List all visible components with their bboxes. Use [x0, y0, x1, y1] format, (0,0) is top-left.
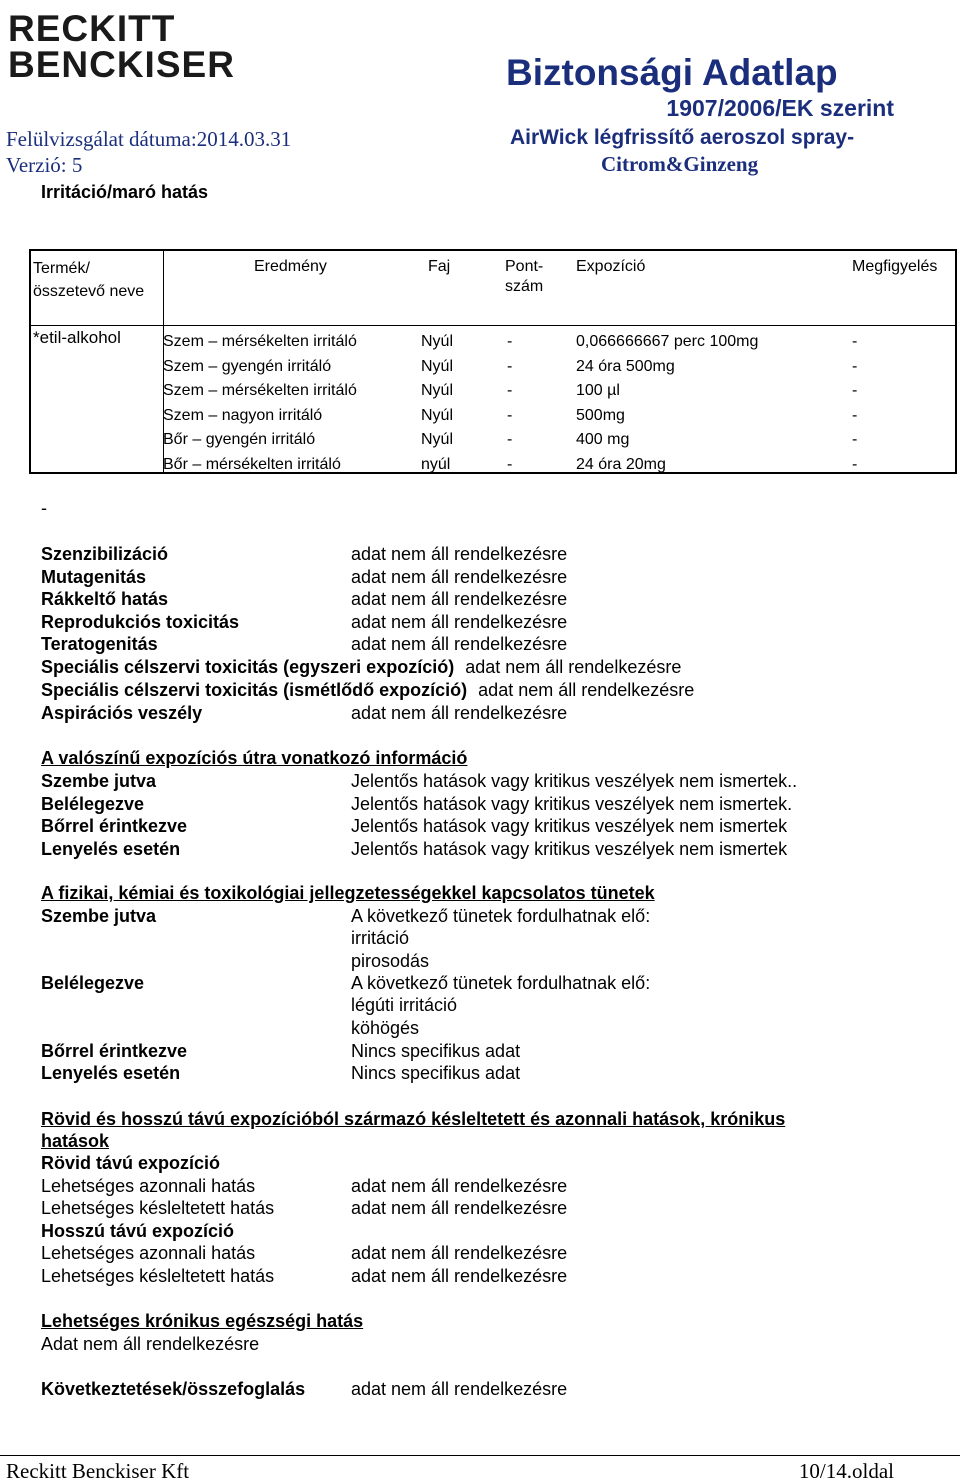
- toxicity-value: adat nem áll rendelkezésre: [351, 566, 568, 587]
- table-cell-score: -: [507, 382, 513, 399]
- table-cell-score: -: [507, 455, 513, 473]
- col-header-observation: Megfigyelés: [852, 258, 938, 275]
- short-delayed-value: adat nem áll rendelkezésre: [351, 1198, 568, 1218]
- route-value: Jelentős hatások vagy kritikus veszélyek nem ismertek.: [351, 793, 793, 814]
- footer-divider: [0, 1455, 960, 1456]
- logo-text-line1: RECKITT: [8, 8, 176, 49]
- table-cell-observation: -: [852, 431, 858, 448]
- document-title: Biztonsági Adatlap: [506, 52, 838, 93]
- chronic-value: Adat nem áll rendelkezésre: [41, 1334, 260, 1354]
- table-cell-score: -: [507, 357, 513, 375]
- long-delayed-value: adat nem áll rendelkezésre: [351, 1266, 568, 1286]
- symptoms-inhal-line2: légúti irritáció: [351, 995, 458, 1015]
- table-cell-observation: -: [852, 455, 858, 473]
- table-cell-species: nyúl: [421, 455, 451, 473]
- table-cell-score: -: [507, 431, 513, 448]
- toxicity-label: Teratogenitás: [41, 634, 158, 655]
- table-cell-exposure: 24 óra 500mg: [576, 357, 675, 375]
- footer-page-number: 10/14.oldal: [798, 1459, 894, 1483]
- irritation-table: [29, 249, 957, 474]
- symptoms-skin-label: Bőrrel érintkezve: [41, 1041, 188, 1061]
- table-cell-observation: -: [852, 357, 858, 375]
- symptoms-ingest-label: Lenyelés esetén: [41, 1063, 181, 1083]
- table-cell-result: Szem – mérsékelten irritáló: [163, 333, 357, 350]
- col-header-score: Pont- szám: [505, 258, 544, 295]
- symptoms-eye-line3: pirosodás: [351, 951, 430, 971]
- symptoms-eye-line1: A következő tünetek fordulhatnak elő:: [351, 906, 651, 926]
- table-cell-score: -: [507, 406, 513, 424]
- table-cell-exposure: 100 µl: [576, 382, 620, 399]
- table-cell-score: -: [507, 333, 513, 350]
- symptoms-eye-label: Szembe jutva: [41, 906, 157, 926]
- table-cell-species: Nyúl: [421, 382, 454, 399]
- table-cell-exposure: 24 óra 20mg: [576, 455, 666, 473]
- long-delayed-label: Lehetséges késleltetett hatás: [41, 1266, 275, 1286]
- toxicity-value: adat nem áll rendelkezésre: [351, 589, 568, 610]
- table-divider-horizontal: [31, 325, 955, 326]
- route-label: Szembe jutva: [41, 771, 157, 791]
- routes-heading: A valószínű expozíciós útra vonatkozó információ: [41, 748, 468, 768]
- product-name-line2: Citrom&Ginzeng: [601, 152, 759, 176]
- col-header-result: Eredmény: [254, 258, 327, 275]
- table-cell-species: Nyúl: [421, 357, 454, 375]
- table-cell-result: Szem – mérsékelten irritáló: [163, 382, 357, 399]
- stot-repeated-label: Speciális célszervi toxicitás (ismétlődő expozíció): [41, 680, 468, 700]
- toxicity-label: Szenzibilizáció: [41, 544, 169, 564]
- route-label: Lenyelés esetén: [41, 838, 181, 859]
- table-cell-observation: -: [852, 333, 858, 350]
- aspiration-label: Aspirációs veszély: [41, 703, 203, 723]
- table-cell-exposure: 0,066666667 perc 100mg: [576, 333, 759, 350]
- product-name-line1: AirWick légfrissítő aeroszol spray-: [510, 126, 855, 149]
- symptoms-inhal-line1: A következő tünetek fordulhatnak elő:: [351, 973, 651, 993]
- symptoms-eye-line2: irritáció: [351, 928, 410, 948]
- toxicity-label: Mutagenitás: [41, 566, 147, 587]
- long-immediate-label: Lehetséges azonnali hatás: [41, 1243, 256, 1263]
- table-trailing-dash: -: [41, 498, 47, 518]
- col-header-product: Termék/ összetevő neve: [33, 260, 145, 300]
- table-cell-result: Bőr – gyengén irritáló: [163, 431, 316, 448]
- table-cell-species: Nyúl: [421, 431, 454, 448]
- stot-single-row: [41, 657, 681, 678]
- short-term-heading: Rövid távú expozíció: [41, 1153, 221, 1173]
- short-immediate-label: Lehetséges azonnali hatás: [41, 1176, 256, 1196]
- long-immediate-value: adat nem áll rendelkezésre: [351, 1243, 568, 1263]
- review-date: Felülvizsgálat dátuma:2014.03.31: [6, 127, 292, 151]
- footer-company: Reckitt Benckiser Kft: [6, 1459, 190, 1483]
- short-immediate-value: adat nem áll rendelkezésre: [351, 1176, 568, 1196]
- route-label: Belélegezve: [41, 793, 145, 814]
- aspiration-value: adat nem áll rendelkezésre: [351, 703, 568, 723]
- table-cell-observation: -: [852, 406, 858, 424]
- delayed-heading-line1: Rövid és hosszú távú expozícióból származó késleltetett és azonnali hatások, krónikus: [41, 1109, 786, 1129]
- route-value: Jelentős hatások vagy kritikus veszélyek nem ismertek: [351, 838, 788, 859]
- stot-repeated-row: [41, 680, 694, 701]
- stot-repeated-value: adat nem áll rendelkezésre: [478, 680, 695, 700]
- toxicity-label: Rákkeltő hatás: [41, 589, 169, 610]
- table-cell-species: Nyúl: [421, 406, 454, 424]
- table-cell-observation: -: [852, 382, 858, 399]
- conclusion-value: adat nem áll rendelkezésre: [351, 1379, 568, 1399]
- table-cell-result: Szem – nagyon irritáló: [163, 406, 323, 424]
- col-header-exposure: Expozíció: [576, 258, 646, 275]
- route-label: Bőrrel érintkezve: [41, 816, 188, 836]
- toxicity-label: Reprodukciós toxicitás: [41, 611, 240, 632]
- table-cell-species: Nyúl: [421, 333, 454, 350]
- table-cell-exposure: 400 mg: [576, 431, 630, 448]
- short-delayed-label: Lehetséges késleltetett hatás: [41, 1198, 275, 1218]
- table-cell-result: Szem – gyengén irritáló: [163, 357, 332, 375]
- route-value: Jelentős hatások vagy kritikus veszélyek nem ismertek..: [351, 771, 798, 791]
- toxicity-value: adat nem áll rendelkezésre: [351, 634, 568, 655]
- version: Verzió: 5: [6, 153, 83, 177]
- delayed-heading-line2: hatások: [41, 1131, 110, 1151]
- regulation-reference: 1907/2006/EK szerint: [666, 95, 894, 121]
- symptoms-inhal-line3: köhögés: [351, 1018, 420, 1038]
- symptoms-heading: A fizikai, kémiai és toxikológiai jellegzetességekkel kapcsolatos tünetek: [41, 883, 655, 903]
- stot-single-value: adat nem áll rendelkezésre: [465, 657, 682, 677]
- logo-text-line2: BENCKISER: [8, 44, 235, 85]
- col-header-species: Faj: [428, 258, 451, 275]
- table-cell-exposure: 500mg: [576, 406, 625, 424]
- long-term-heading: Hosszú távú expozíció: [41, 1221, 235, 1241]
- toxicity-value: adat nem áll rendelkezésre: [351, 611, 568, 632]
- toxicity-value: adat nem áll rendelkezésre: [351, 544, 568, 564]
- symptoms-skin-value: Nincs specifikus adat: [351, 1041, 521, 1061]
- table-cell-result: Bőr – mérsékelten irritáló: [163, 455, 341, 473]
- symptoms-ingest-value: Nincs specifikus adat: [351, 1063, 521, 1083]
- route-value: Jelentős hatások vagy kritikus veszélyek nem ismertek: [351, 816, 788, 836]
- symptoms-inhal-label: Belélegezve: [41, 973, 145, 993]
- irritation-heading: Irritáció/maró hatás: [41, 182, 209, 202]
- substance-name: *etil-alkohol: [33, 328, 121, 347]
- stot-single-label: Speciális célszervi toxicitás (egyszeri expozíció): [41, 657, 455, 677]
- chronic-heading: Lehetséges krónikus egészségi hatás: [41, 1311, 364, 1331]
- conclusion-label: Következtetések/összefoglalás: [41, 1379, 306, 1399]
